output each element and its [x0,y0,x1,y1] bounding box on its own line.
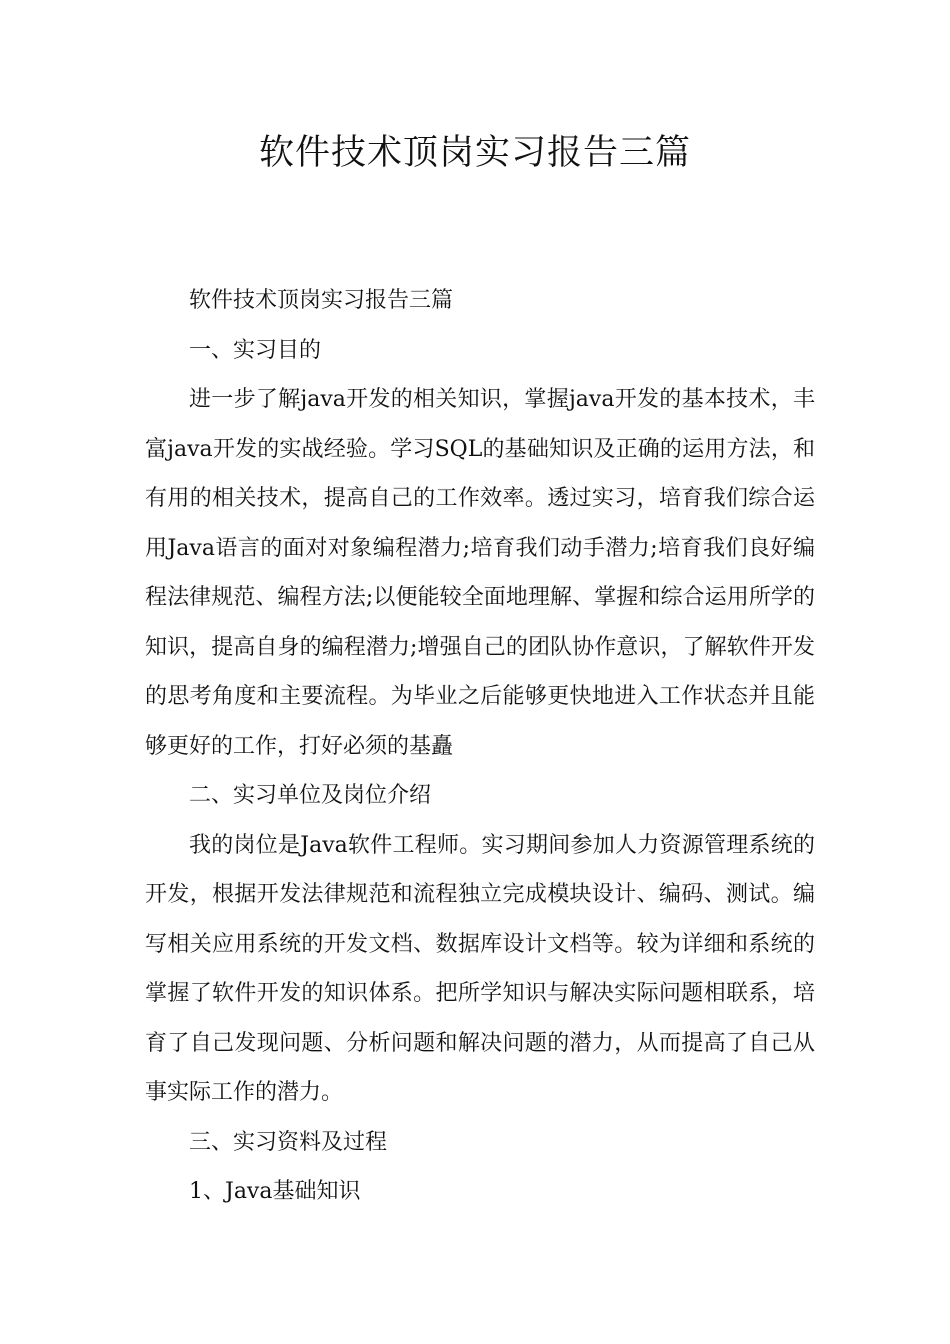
unit-paragraph: 我的岗位是Java软件工程师。实习期间参加人力资源管理系统的开发，根据开发法律规范和流程独立完成模块设计、编码、测试。编写相关应用系统的开发文档、数据库设计文档等。较为详细和系统的掌握了软件开发的知识体系。把所学知识与解决实际问题相联系，培育了自己发现问题、分析问题和解决问题的潜力，从而提高了自己从事实际工作的潜力。 [145,832,815,1105]
section-heading-purpose: 一、实习目的 [189,337,322,363]
document-body [145,276,815,1217]
repeated-title-paragraph: 软件技术顶岗实习报告三篇 [189,288,454,313]
section-heading-process: 三、实习资料及过程 [189,1129,388,1155]
section-heading-unit: 二、实习单位及岗位介绍 [189,783,432,808]
purpose-paragraph: 进一步了解java开发的相关知识，掌握java开发的基本技术，丰富java开发的实战经验。学习SQL的基础知识及正确的运用方法，和有用的相关技术，提高自己的工作效率。透过实习，培育我们综合运用Java语言的面对对象编程潜力;培育我们动手潜力;培育我们良好编程法律规范、编程方法;以便能较全面地理解、掌握和综合运用所学的知识，提高自身的编程潜力;增强自己的团队协作意识，了解软件开发的思考角度和主要流程。为毕业之后能够更快地进入工作状态并且能够更好的工作，打好必须的基矗 [145,387,815,759]
document-title: 软件技术顶岗实习报告三篇 [258,133,691,173]
subheading-java-basics: 1、Java基础知识 [189,1179,361,1204]
